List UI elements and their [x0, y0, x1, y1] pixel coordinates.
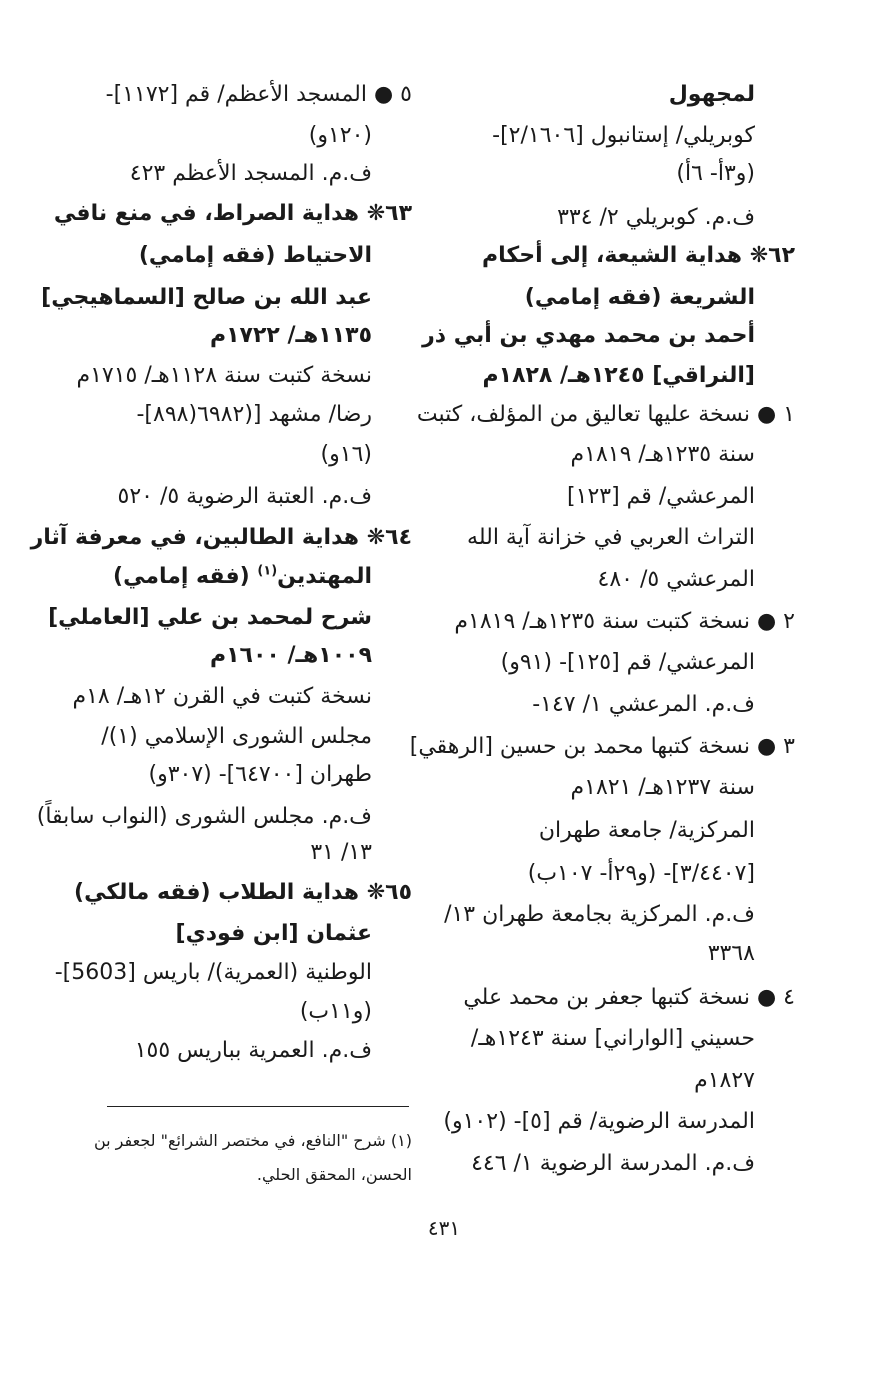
entry-title: ٦٢❋ هداية الشيعة، إلى أحكام	[482, 243, 795, 268]
entry-line: (١٢٠و)	[308, 123, 372, 148]
entry-line: ف.م. المركزية بجامعة طهران ١٣/	[444, 902, 755, 927]
footnote-line: (١) شرح "النافع، في مختصر الشرائع" لجعفر بن	[93, 1131, 412, 1150]
entry-line: ١٣/ ٣١	[310, 840, 372, 865]
entry-line: نسخة كتبت سنة ١١٢٨هـ/ ١٧١٥م	[76, 363, 372, 388]
entry-line: ف.م. العمرية بباريس ١٥٥	[134, 1038, 372, 1063]
entry-author: أحمد بن محمد مهدي بن أبي ذر	[422, 323, 755, 348]
entry-line: ف.م. المدرسة الرضوية ١/ ٤٤٦	[471, 1151, 755, 1176]
entry-line: الوطنية (العمرية)/ باريس [5603]-	[54, 960, 372, 985]
entry-line: سنة ١٢٣٧هـ/ ١٨٢١م	[570, 775, 755, 800]
entry-line: ف.م. كوبريلي ٢/ ٣٣٤	[557, 205, 755, 230]
entry-line: لمجهول	[668, 82, 755, 107]
entry-line: المركزية/ جامعة طهران	[538, 818, 755, 843]
footnote-separator	[107, 1106, 409, 1107]
entry-line: (و١١ب)	[299, 999, 372, 1024]
entry-line: ف.م. العتبة الرضوية ٥/ ٥٢٠	[117, 484, 372, 509]
entry-title: ٦٤❋ هداية الطالبين، في معرفة آثار	[30, 525, 412, 550]
manuscript-line: ١ ● نسخة عليها تعاليق من المؤلف، كتبت	[416, 402, 795, 427]
entry-line: المدرسة الرضوية/ قم [٥]- (١٠٢و)	[443, 1109, 755, 1134]
entry-line: (١٦و)	[320, 442, 372, 467]
footnote-ref: (١)	[257, 563, 278, 579]
entry-line: ف.م. المسجد الأعظم ٤٢٣	[129, 161, 372, 186]
entry-genre: (فقه إمامي)	[113, 564, 258, 589]
entry-line: ١٨٢٧م	[694, 1068, 755, 1093]
entry-author: ١٠٠٩هـ/ ١٦٠٠م	[209, 643, 372, 668]
entry-line: ف.م. مجلس الشورى (النواب سابقاً)	[36, 804, 372, 829]
entry-line	[113, 562, 372, 592]
entry-line: ٣٣٦٨	[707, 941, 755, 966]
left-column	[30, 0, 412, 1190]
entry-title-text: المهتدين	[277, 564, 372, 589]
entry-line: كوبريلي/ إستانبول [٢/١٦٠٦]-	[492, 123, 755, 148]
entry-line: الاحتياط (فقه إمامي)	[138, 243, 372, 268]
entry-line: ف.م. المرعشي ١/ ١٤٧-	[532, 692, 755, 717]
manuscript-line: ٤ ● نسخة كتبها جعفر بن محمد علي	[463, 985, 795, 1010]
entry-line: المرعشي/ قم [١٢٥]- (٩١و)	[500, 650, 755, 675]
entry-title: ٦٣❋ هداية الصراط، في منع نافي	[53, 201, 412, 226]
entry-line: المرعشي ٥/ ٤٨٠	[597, 567, 755, 592]
page-number: ٤٣١	[427, 1216, 461, 1240]
right-column	[355, 0, 795, 1190]
entry-line: الشريعة (فقه إمامي)	[524, 285, 755, 310]
entry-line: رضا/ مشهد [(٦٩٨٢(٨٩٨]-	[136, 402, 372, 427]
entry-author: [النراقي] ١٢٤٥هـ/ ١٨٢٨م	[482, 363, 755, 388]
entry-author: عثمان [ابن فودي]	[175, 921, 372, 946]
entry-line: سنة ١٢٣٥هـ/ ١٨١٩م	[570, 442, 755, 467]
entry-line: حسيني [الواراني] سنة ١٢٤٣هـ/	[470, 1026, 755, 1051]
entry-title: ٦٥❋ هداية الطلاب (فقه مالكي)	[74, 880, 412, 905]
entry-line: طهران [٦٤٧٠٠]- (٣٠٧و)	[148, 762, 372, 787]
entry-author: شرح لمحمد بن علي [العاملي]	[48, 605, 372, 630]
manuscript-line: ٢ ● نسخة كتبت سنة ١٢٣٥هـ/ ١٨١٩م	[454, 609, 795, 634]
entry-line: مجلس الشورى الإسلامي (١)/	[101, 724, 372, 749]
entry-author: عبد الله بن صالح [السماهيجي]	[41, 285, 372, 310]
entry-line: المرعشي/ قم [١٢٣]	[567, 484, 755, 509]
entry-line: نسخة كتبت في القرن ١٢هـ/ ١٨م	[72, 684, 372, 709]
entry-line: التراث العربي في خزانة آية الله	[467, 525, 755, 550]
entry-author: ١١٣٥هـ/ ١٧٢٢م	[209, 323, 372, 348]
footnote-line: الحسن، المحقق الحلي.	[256, 1165, 412, 1184]
entry-line: (و٣أ- ٦أ)	[676, 161, 755, 186]
entry-line: [٣/٤٤٠٧]- (و٢٩أ- ١٠٧ب)	[527, 861, 755, 886]
manuscript-line: ٥ ● المسجد الأعظم/ قم [١١٧٢]-	[105, 82, 412, 107]
manuscript-line: ٣ ● نسخة كتبها محمد بن حسين [الرهقي]	[409, 734, 795, 759]
